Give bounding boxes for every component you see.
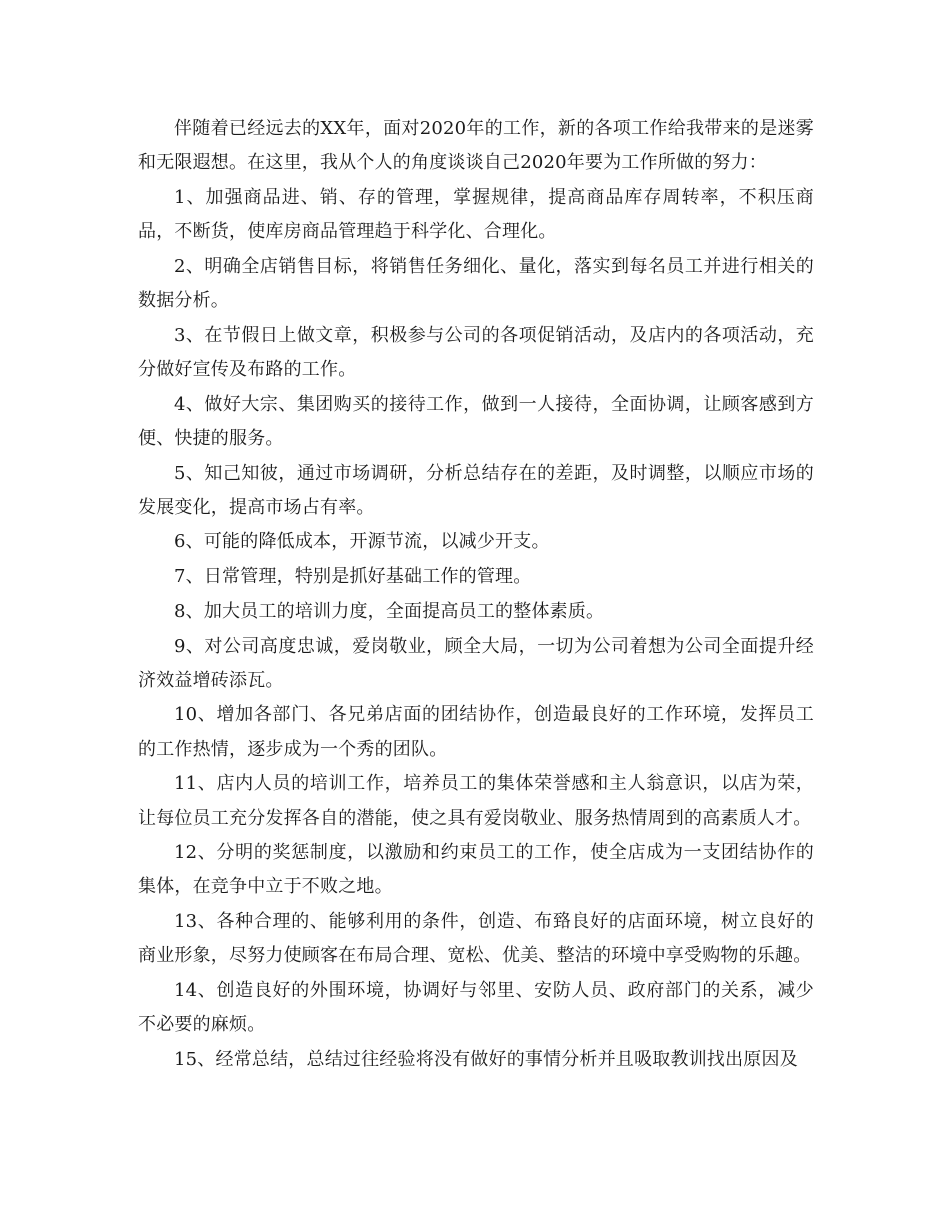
list-item-13: 13、各种合理的、能够利用的条件，创造、布臵良好的店面环境，树立良好的商业形象，尽努力使顾客在布局合理、宽松、优美、整洁的环境中享受购物的乐趣。	[138, 911, 814, 967]
list-item-3: 3、在节假日上做文章，积极参与公司的各项促销活动，及店内的各项活动，充分做好宣传及布路的工作。	[138, 324, 814, 380]
list-item-11: 11、店内人员的培训工作，培养员工的集体荣誉感和主人翁意识，以店为荣，让每位员工充分发挥各自的潜能，使之具有爱岗敬业、服务热情周到的高素质人才。	[138, 773, 814, 829]
list-item-2: 2、明确全店销售目标，将销售任务细化、量化，落实到每名员工并进行相关的数据分析。	[138, 255, 814, 312]
list-item-1: 1、加强商品进、销、存的管理，掌握规律，提高商品库存周转率，不积压商品，不断货，使库房商品管理趋于科学化、合理化。	[138, 186, 814, 243]
list-item-9: 9、对公司高度忠诚，爱岗敬业，顾全大局，一切为公司着想为公司全面提升经济效益增砖添瓦。	[138, 635, 814, 691]
document-body	[138, 112, 814, 1078]
list-item-8: 8、加大员工的培训力度，全面提高员工的整体素质。	[174, 600, 605, 622]
intro-paragraph: 伴随着已经远去的XX年，面对2020年的工作，新的各项工作给我带来的是迷雾和无限遐想。在这里，我从个人的角度谈谈自己2020年要为工作所做的努力：	[138, 118, 814, 174]
list-item-4: 4、做好大宗、集团购买的接待工作，做到一人接待，全面协调，让顾客感到方便、快捷的服务。	[138, 393, 814, 449]
list-item-5: 5、知己知彼，通过市场调研，分析总结存在的差距，及时调整，以顺应市场的发展变化，提高市场占有率。	[138, 462, 814, 518]
list-item-12: 12、分明的奖惩制度，以激励和约束员工的工作，使全店成为一支团结协作的集体，在竞争中立于不败之地。	[138, 842, 814, 898]
list-item-10: 10、增加各部门、各兄弟店面的团结协作，创造最良好的工作环境，发挥员工的工作热情，逐步成为一个秀的团队。	[138, 704, 814, 760]
list-item-15: 15、经常总结，总结过往经验将没有做好的事情分析并且吸取教训找出原因及	[174, 1048, 798, 1070]
list-item-6: 6、可能的降低成本，开源节流，以减少开支。	[174, 531, 550, 553]
list-item-14: 14、创造良好的外围环境，协调好与邻里、安防人员、政府部门的关系，减少不必要的麻烦。	[138, 980, 814, 1036]
list-item-7: 7、日常管理，特别是抓好基础工作的管理。	[174, 566, 532, 588]
